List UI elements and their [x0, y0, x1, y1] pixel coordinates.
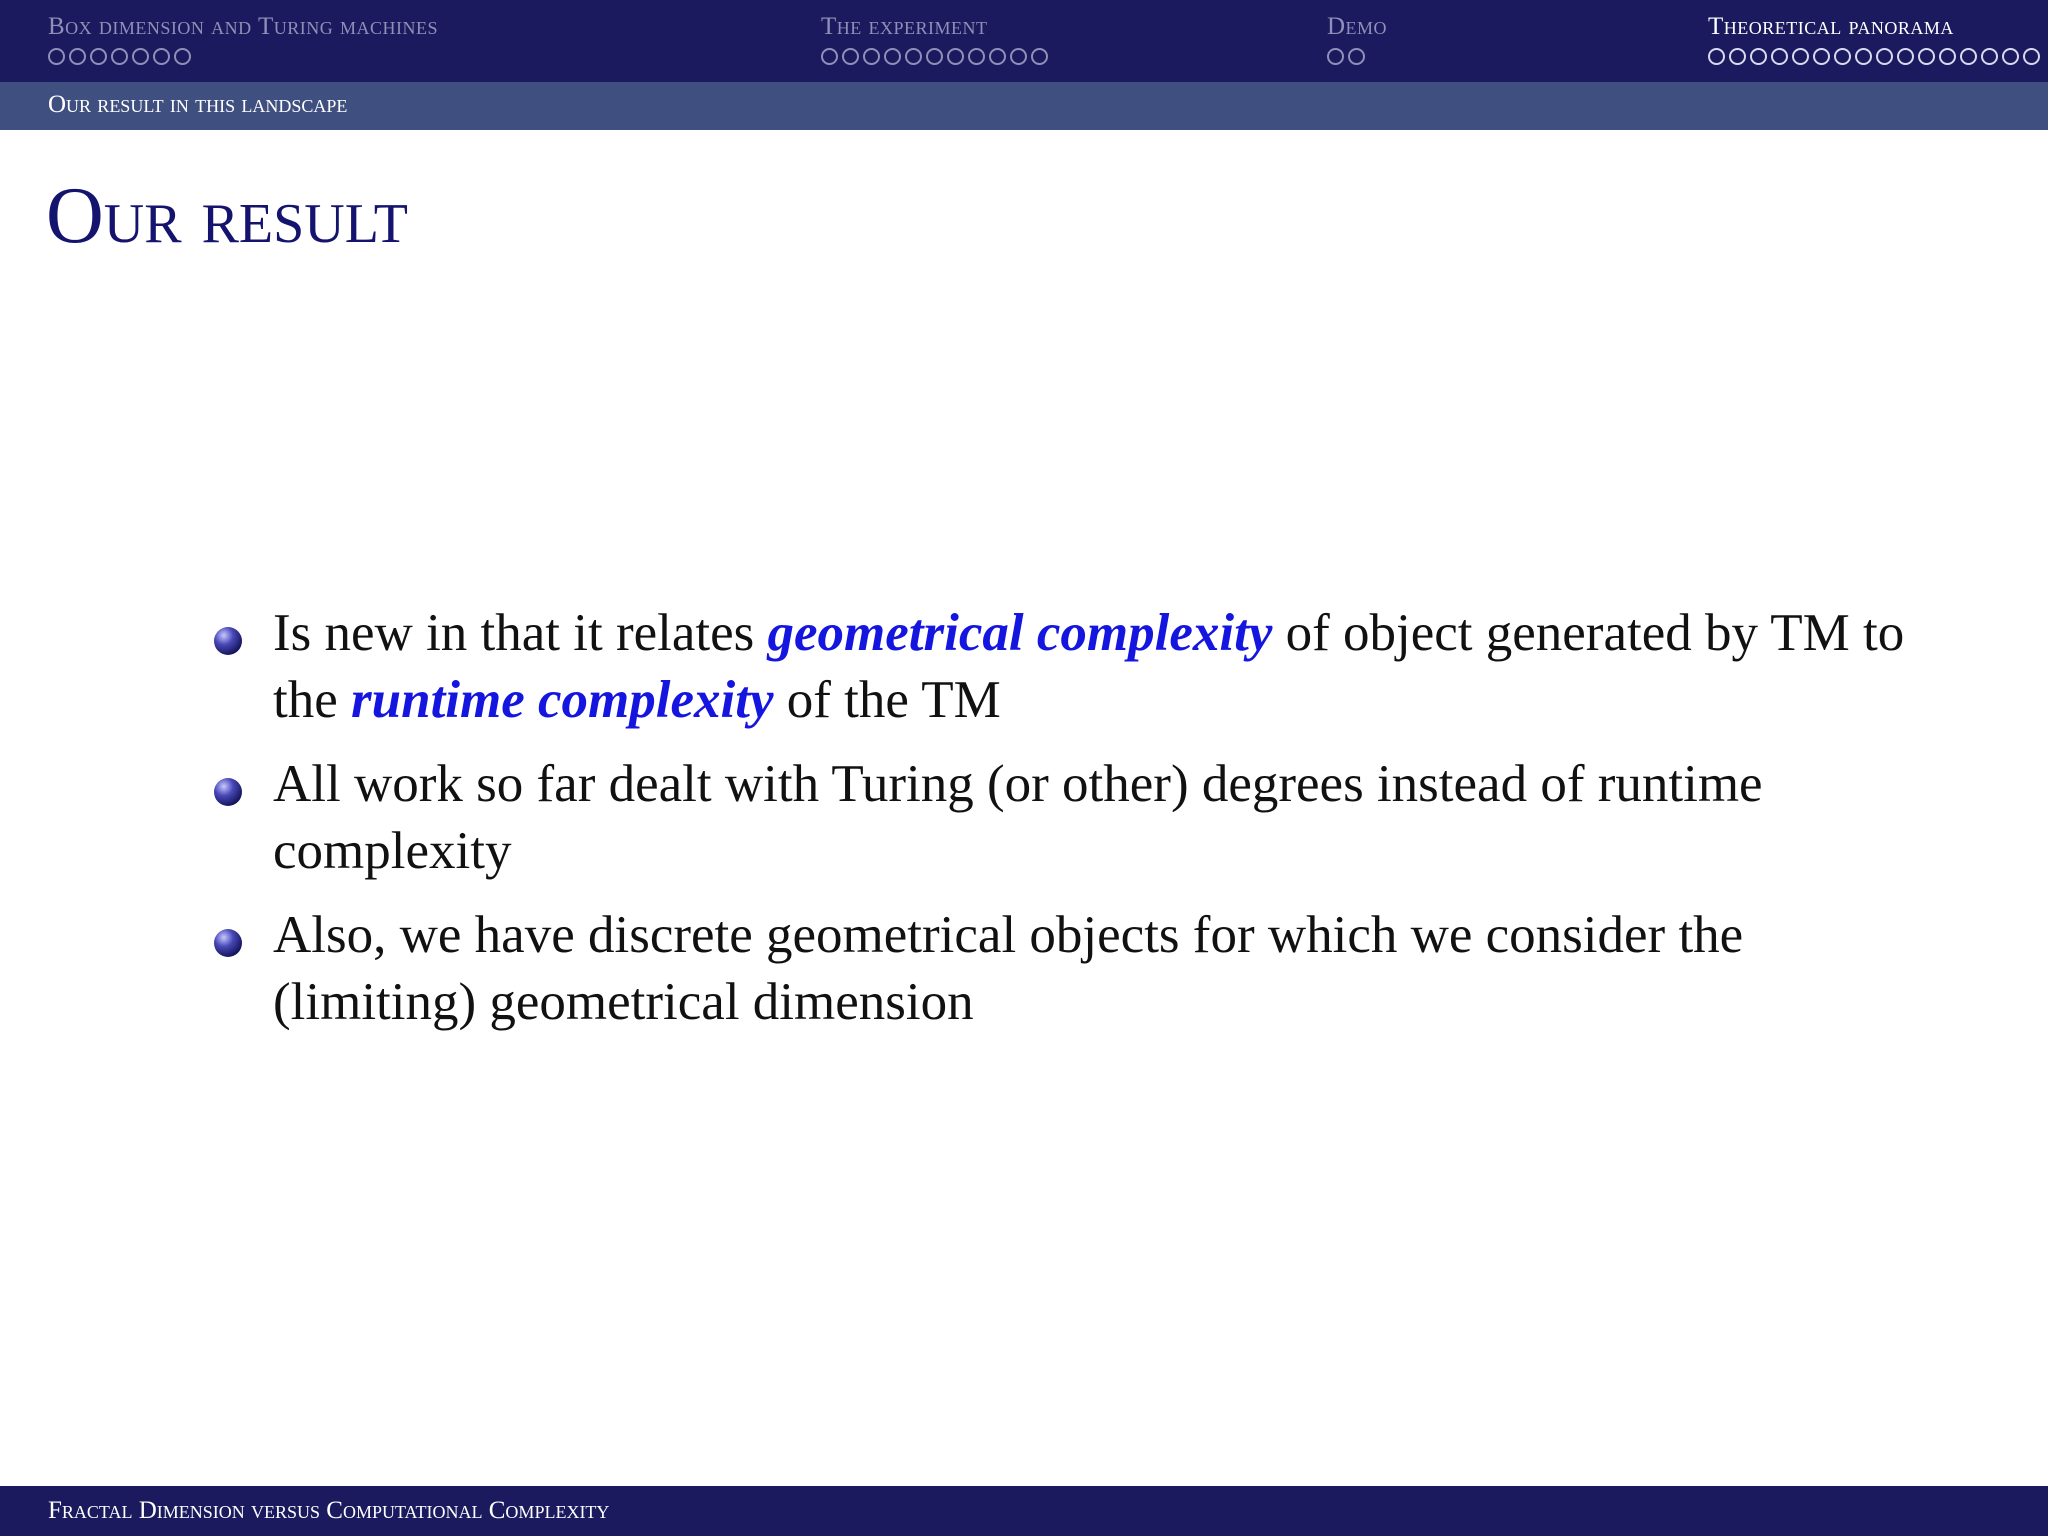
frame-dot[interactable]: [1834, 48, 1851, 65]
frame-dot[interactable]: [1981, 48, 1998, 65]
footer-title: Fractal Dimension versus Computational Complexity: [48, 1497, 610, 1524]
bullet-item: [214, 751, 1914, 885]
frame-dot[interactable]: [1897, 48, 1914, 65]
emphasized-text: geometrical complexity: [767, 604, 1273, 662]
bullet-text: Is new in that it relates: [273, 604, 768, 662]
frame-dot[interactable]: [1960, 48, 1977, 65]
frame-dot[interactable]: [1348, 48, 1365, 65]
bullet-text: All work so far dealt with Turing (or other) degrees instead of runtime complexity: [273, 755, 1763, 880]
frame-dot[interactable]: [153, 48, 170, 65]
frame-dot[interactable]: [1327, 48, 1344, 65]
footer-bar: [0, 1486, 2048, 1536]
nav-section-title[interactable]: The experiment: [821, 13, 988, 40]
frame-dot[interactable]: [2023, 48, 2040, 65]
frame-dot[interactable]: [1729, 48, 1746, 65]
frame-dots: [1327, 48, 1387, 65]
frame-dot[interactable]: [2002, 48, 2019, 65]
frame-dot[interactable]: [1876, 48, 1893, 65]
frame-dot[interactable]: [1708, 48, 1725, 65]
frame-dot[interactable]: [926, 48, 943, 65]
frame-dot[interactable]: [905, 48, 922, 65]
frame-dot[interactable]: [821, 48, 838, 65]
section-navigation-bar: [0, 0, 2048, 82]
bullet-text: of the TM: [773, 671, 1001, 729]
frame-dot[interactable]: [884, 48, 901, 65]
nav-section-demo[interactable]: [1327, 12, 1387, 65]
bullet-ball-icon: [214, 778, 242, 806]
frame-dot[interactable]: [1918, 48, 1935, 65]
frame-dots: [821, 48, 1048, 65]
bullet-text: Also, we have discrete geometrical objects for which we consider the (limiting) geometrical dimension: [273, 906, 1744, 1031]
subsection-bar: [0, 82, 2048, 130]
frame-dot[interactable]: [1855, 48, 1872, 65]
bullet-list: [214, 600, 1914, 1053]
frame-dot[interactable]: [69, 48, 86, 65]
frame-dot[interactable]: [968, 48, 985, 65]
frame-dot[interactable]: [842, 48, 859, 65]
frame-dot[interactable]: [132, 48, 149, 65]
frame-dot[interactable]: [174, 48, 191, 65]
frame-dot[interactable]: [989, 48, 1006, 65]
frame-dot[interactable]: [1750, 48, 1767, 65]
nav-section-box-dimension[interactable]: [48, 12, 438, 65]
frame-dot[interactable]: [111, 48, 128, 65]
frame-dot[interactable]: [1771, 48, 1788, 65]
emphasized-text: runtime complexity: [351, 671, 774, 729]
bullet-item: [214, 600, 1914, 734]
frame-title: Our result: [46, 172, 408, 260]
subsection-title[interactable]: Our result in this landscape: [48, 91, 348, 118]
frame-dot[interactable]: [863, 48, 880, 65]
frame-dot[interactable]: [90, 48, 107, 65]
frame-dots: [48, 48, 438, 65]
bullet-ball-icon: [214, 627, 242, 655]
bullet-text: of object generated by TM to the: [273, 604, 1905, 729]
frame-dots: [1708, 48, 2040, 65]
frame-dot[interactable]: [48, 48, 65, 65]
frame-dot[interactable]: [1813, 48, 1830, 65]
frame-dot[interactable]: [1031, 48, 1048, 65]
frame-dot[interactable]: [1792, 48, 1809, 65]
frame-dot[interactable]: [1939, 48, 1956, 65]
bullet-ball-icon: [214, 929, 242, 957]
frame-dot[interactable]: [947, 48, 964, 65]
nav-section-experiment[interactable]: [821, 12, 1048, 65]
bullet-item: [214, 902, 1914, 1036]
frame-dot[interactable]: [1010, 48, 1027, 65]
nav-section-title[interactable]: Box dimension and Turing machines: [48, 13, 438, 40]
nav-section-theoretical-panorama[interactable]: [1708, 12, 2040, 65]
nav-section-title[interactable]: Theoretical panorama: [1708, 13, 1954, 40]
nav-section-title[interactable]: Demo: [1327, 13, 1388, 40]
